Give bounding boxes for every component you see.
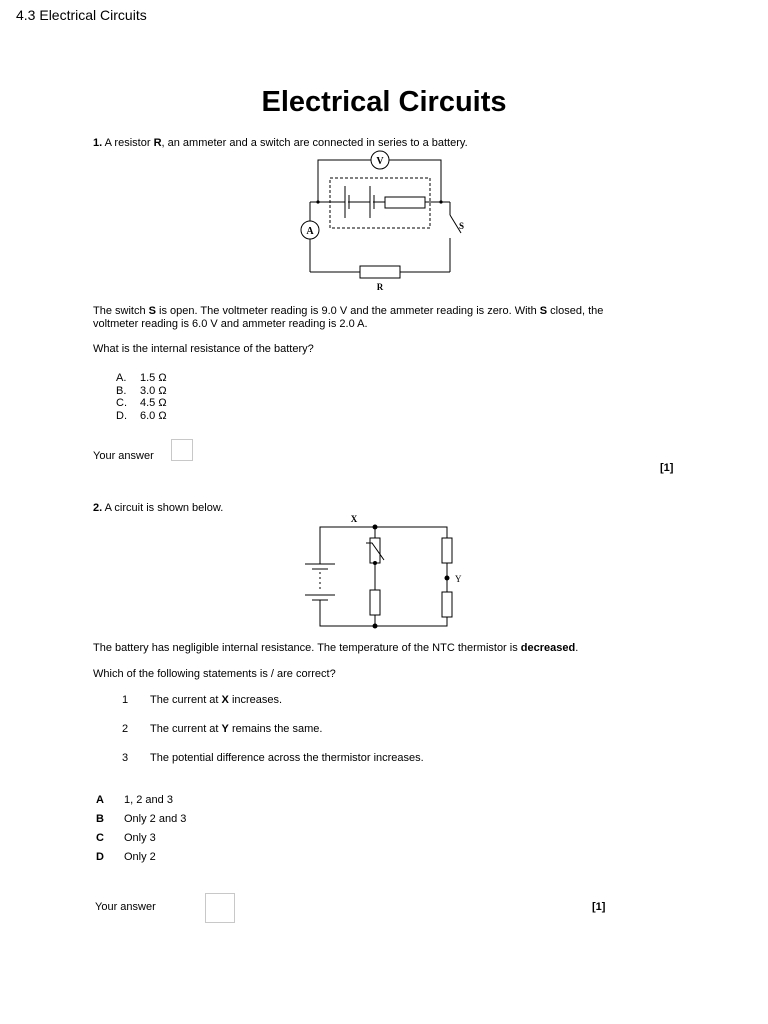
section-header: 4.3 Electrical Circuits: [16, 7, 147, 23]
q2-answer-box[interactable]: [205, 893, 235, 923]
q1-circuit-diagram: [296, 148, 472, 294]
q2-statement-3: 3 The potential difference across the thermistor increases.: [122, 752, 424, 764]
q2-stem: 2. A circuit is shown below.: [93, 502, 224, 514]
q2-circuit-diagram: [300, 510, 470, 632]
q1-option-d[interactable]: D. 6.0 Ω: [116, 409, 167, 422]
q1-option-c[interactable]: C. 4.5 Ω: [116, 397, 167, 410]
q2-option-b[interactable]: B Only 2 and 3: [96, 813, 187, 825]
point-y-label: Y: [455, 574, 462, 584]
q2-answer-label: Your answer: [95, 901, 156, 913]
q1-body: The switch S is open. The voltmeter reading is 9.0 V and the ammeter reading is zero. With S closed, the voltmeter reading is 6.0 V and ammeter reading is 2.0 A.: [93, 305, 604, 330]
ammeter-label: A: [306, 226, 314, 237]
q1-marks: [1]: [660, 462, 674, 474]
q1-stem: 1. A resistor R, an ammeter and a switch are connected in series to a battery.: [93, 137, 468, 149]
switch-label: S: [459, 221, 465, 231]
q1-answer-label: Your answer: [93, 450, 154, 462]
q2-number: 2.: [93, 502, 103, 514]
q2-statement-2: 2 The current at Y remains the same.: [122, 723, 323, 735]
q2-option-c[interactable]: C Only 3: [96, 832, 156, 844]
q2-option-d[interactable]: D Only 2: [96, 851, 156, 863]
q2-statement-1: 1 The current at X increases.: [122, 694, 283, 706]
page-title: Electrical Circuits: [261, 86, 507, 118]
voltmeter-label: V: [376, 156, 384, 167]
q2-question: Which of the following statements is / are correct?: [93, 668, 336, 680]
point-x-label: X: [350, 514, 358, 524]
resistor-label: R: [376, 282, 384, 292]
q1-answer-box[interactable]: [171, 439, 193, 461]
q1-question: What is the internal resistance of the battery?: [93, 343, 314, 355]
q1-number: 1.: [93, 137, 103, 149]
q1-option-a[interactable]: A. 1.5 Ω: [116, 372, 167, 384]
q2-marks: [1]: [592, 901, 606, 913]
q1-option-b[interactable]: B. 3.0 Ω: [116, 384, 167, 397]
q2-option-a[interactable]: A 1, 2 and 3: [96, 794, 173, 806]
q2-body: The battery has negligible internal resistance. The temperature of the NTC thermistor is decreased.: [93, 642, 579, 654]
q1-options: [116, 372, 167, 422]
